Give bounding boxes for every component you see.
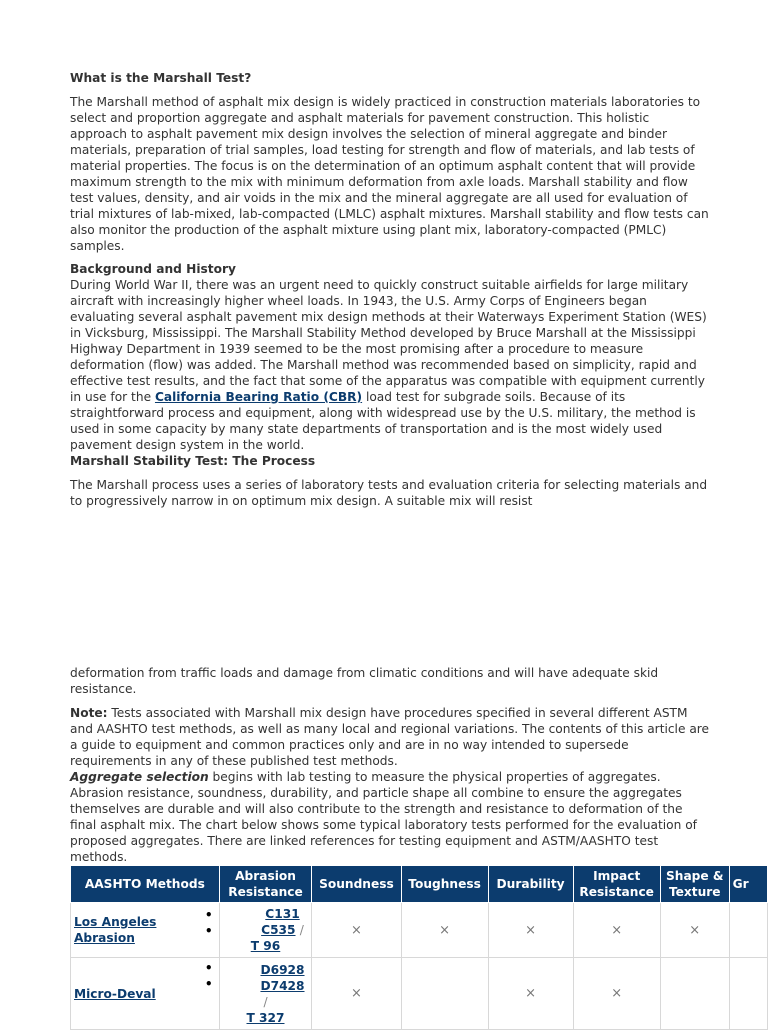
method-link-c131[interactable]: C131 — [265, 907, 300, 921]
header-aashto-methods: AASHTO Methods — [71, 866, 220, 903]
process-continued-section — [70, 665, 710, 865]
method-link-d7428[interactable]: D7428 — [260, 978, 305, 993]
marshall-intro-section — [70, 70, 710, 254]
mark-shape-texture: × — [660, 903, 729, 958]
mark-soundness: × — [312, 958, 401, 1030]
header-gradation: Gr — [729, 866, 767, 903]
mark-impact-resistance: × — [573, 903, 660, 958]
header-soundness: Soundness — [312, 866, 401, 903]
mark-gradation — [729, 958, 767, 1030]
header-durability: Durability — [488, 866, 573, 903]
row-methods: C131 C535 / T 96 — [219, 903, 312, 958]
micro-deval-link[interactable]: Micro-Deval — [74, 986, 156, 1001]
mark-impact-resistance: × — [573, 958, 660, 1030]
mark-durability: × — [488, 903, 573, 958]
header-toughness: Toughness — [401, 866, 488, 903]
row-name-micro-deval — [71, 958, 220, 1030]
process-paragraph-2: deformation from traffic loads and damage from climatic conditions and will have adequate skid resistance. — [70, 666, 659, 696]
los-angeles-abrasion-link[interactable]: Los Angeles Abrasion — [74, 915, 157, 945]
table-row — [71, 903, 768, 958]
aggregate-paragraph: Aggregate selection begins with lab testing to measure the physical properties of aggregates. Abrasion resistance, soundness, durability, and particle shape all combine to ensure the aggregates themselves are durable and will also contribute to the strength and resistance to deformation of the final asphalt mix. The chart below shows some typical laboratory tests performed for the evaluation of proposed aggregates. There are linked references for testing equipment and ASTM/AASHTO test methods. — [70, 770, 697, 864]
process-heading: Marshall Stability Test: The Process — [70, 454, 316, 468]
bullet-marks: • • — [204, 961, 213, 991]
page-title: What is the Marshall Test? — [70, 71, 252, 85]
mark-durability: × — [488, 958, 573, 1030]
row-name-los-angeles-abrasion — [71, 903, 220, 958]
row-methods: D6928 D7428 / T 327 — [219, 958, 312, 1030]
header-shape-texture: Shape & Texture — [660, 866, 729, 903]
bullet-marks: • • — [204, 908, 213, 938]
note-label: Note: — [70, 706, 108, 720]
aggregate-tests-table — [70, 865, 768, 1030]
mark-gradation — [729, 903, 767, 958]
background-heading: Background and History — [70, 262, 236, 276]
background-paragraph: During World War II, there was an urgent need to quickly construct suitable airfields for large military aircraft with increasingly higher wheel loads. In 1943, the U.S. Army Corps of Engineers began evaluating several asphalt pavement mix design methods at their Waterways Experiment Station (WES) in Vicksburg, Mississippi. The Marshall Stability Method developed by Bruce Marshall at the Mississippi Highway Department in 1939 seemed to be the most promising after a procedure to measure deformation (flow) was added. The Marshall method was recommended based on simplicity, rapid and effective test results, and the fact that some of the apparatus was compatible with equipment currently in use for the California Bearing Ratio (CBR) load test for subgrade soils. Because of its straightforward process and equipment, along with widespread use by the U.S. military, the method is used in some capacity by many state departments of transportation and is the most widely used pavement design system in the world. — [70, 278, 707, 452]
background-section — [70, 261, 710, 509]
note-paragraph: Note: Tests associated with Marshall mix design have procedures specified in several different ASTM and AASHTO test methods, as well as many local and regional variations. The contents of this article are a guide to equipment and common practices only and are in no way intended to supersede requirements in any of these published test methods. — [70, 706, 710, 768]
table-row — [71, 958, 768, 1030]
header-abrasion-resistance: Abrasion Resistance — [219, 866, 312, 903]
method-link-d6928[interactable]: D6928 — [260, 962, 305, 977]
method-link-c535[interactable]: C535 — [261, 923, 296, 937]
header-impact-resistance: Impact Resistance — [573, 866, 660, 903]
mark-soundness: × — [312, 903, 401, 958]
intro-paragraph: The Marshall method of asphalt mix design is widely practiced in construction materials laboratories to select and proportion aggregate and asphalt materials for pavement construction. This holistic approach to asphalt pavement mix design involves the selection of mineral aggregate and binder materials, preparation of trial samples, load testing for strength and flow of materials, and lab tests of material properties. The focus is on the determination of an optimum asphalt content that will provide maximum strength to the mix with minimum deformation from axle loads. Marshall stability and flow test values, density, and air voids in the mix and the mineral aggregate are all used for evaluation of trial mixtures of lab-mixed, lab-compacted (LMLC) asphalt mixtures. Marshall stability and flow tests can also monitor the production of the asphalt mixture using plant mix, laboratory-compacted (PMLC) samples. — [70, 95, 709, 253]
mark-toughness — [401, 958, 488, 1030]
process-paragraph-1: The Marshall process uses a series of laboratory tests and evaluation criteria for selecting materials and to progressively narrow in on optimum mix design. A suitable mix will resist — [70, 478, 708, 508]
aggregate-selection-label: Aggregate selection — [70, 770, 209, 784]
table-header-row — [71, 866, 768, 903]
mark-shape-texture — [660, 958, 729, 1030]
mark-toughness: × — [401, 903, 488, 958]
method-link-t96[interactable]: T 96 — [250, 939, 281, 953]
california-bearing-ratio-link[interactable]: California Bearing Ratio (CBR) — [154, 390, 363, 404]
method-link-t327[interactable]: T 327 — [246, 1010, 285, 1025]
